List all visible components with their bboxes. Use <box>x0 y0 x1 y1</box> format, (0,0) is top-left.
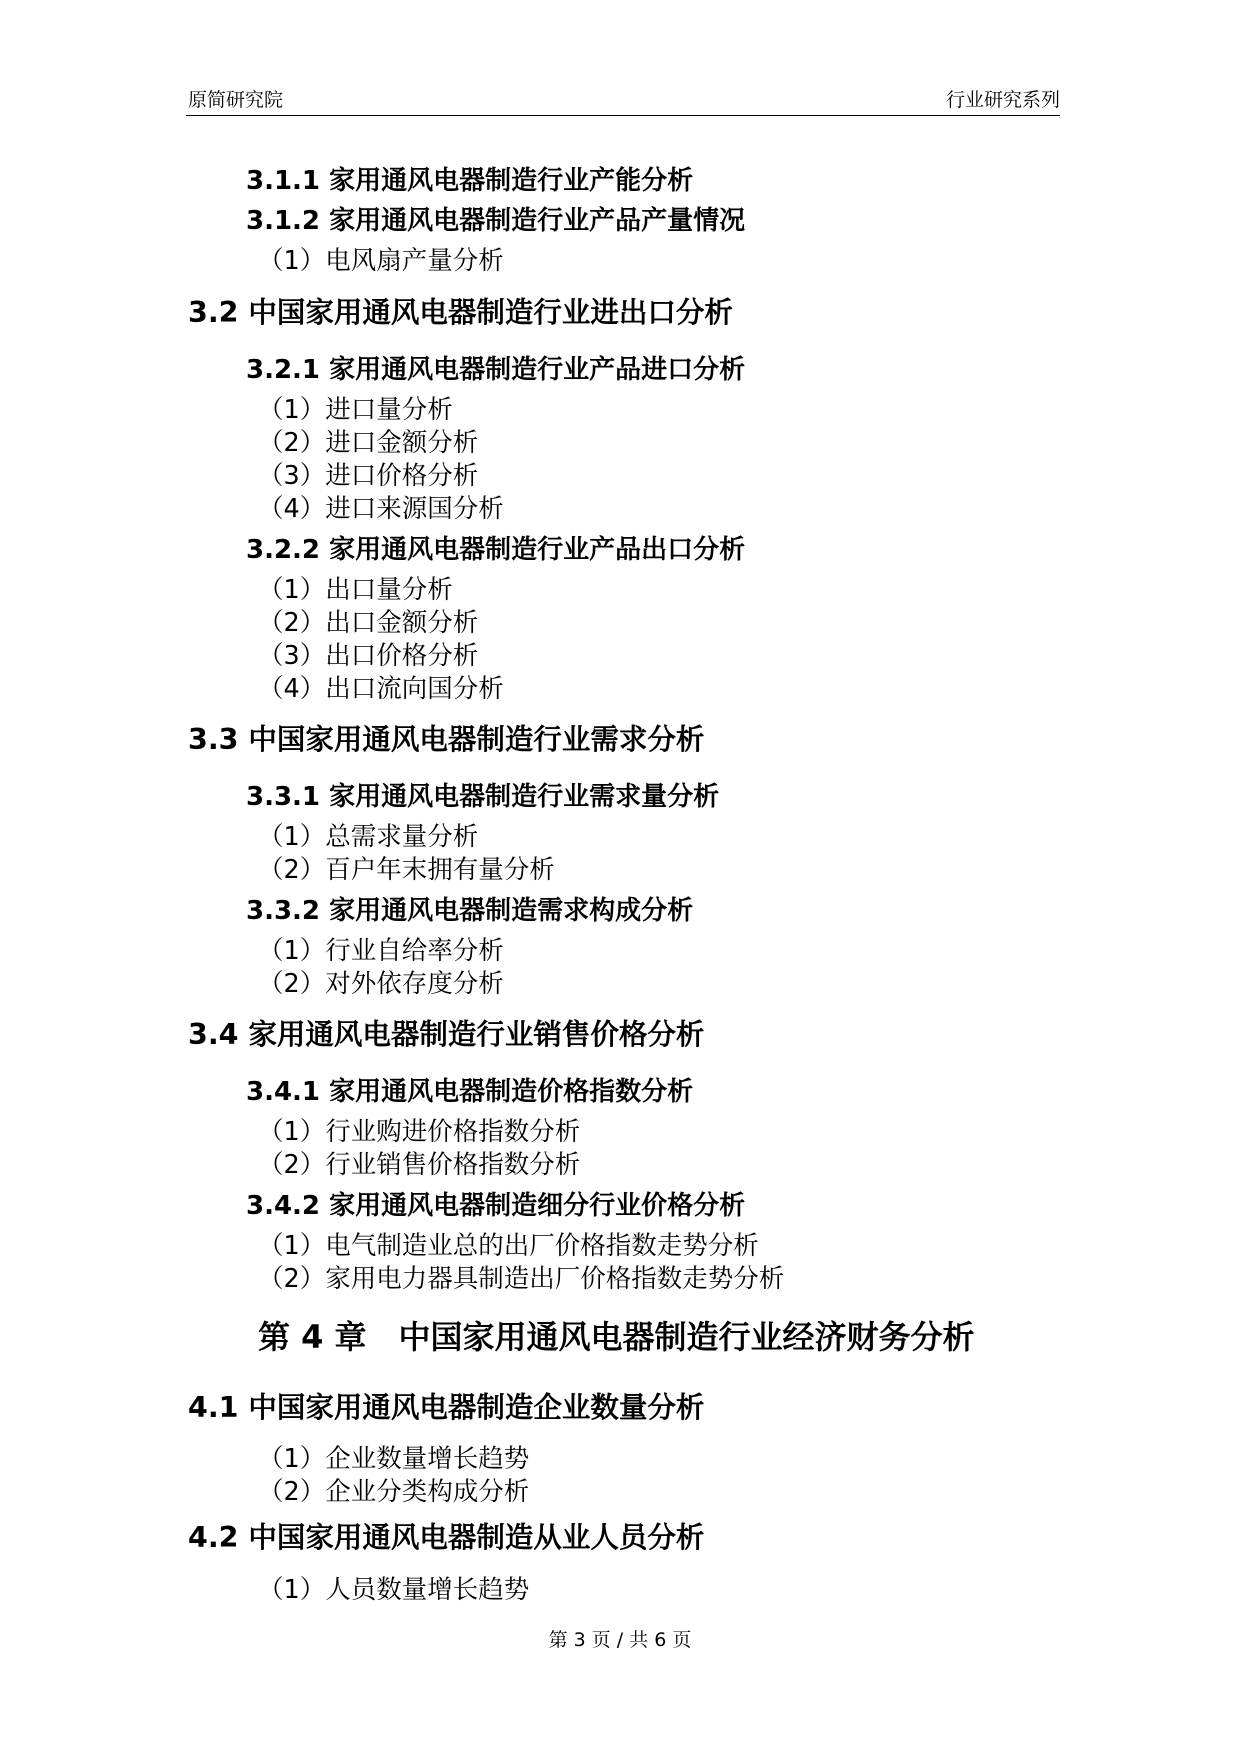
toc-heading-3-1-2: 3.1.2 家用通风电器制造行业产品产量情况 <box>246 206 746 236</box>
toc-chapter-4: 第 4 章 中国家用通风电器制造行业经济财务分析 <box>258 1318 975 1356</box>
toc-heading-4-2: 4.2 中国家用通风电器制造从业人员分析 <box>188 1521 705 1554</box>
toc-heading-3-3-1: 3.3.1 家用通风电器制造行业需求量分析 <box>246 782 720 812</box>
header-series: 行业研究系列 <box>945 89 1060 111</box>
toc-item: （1）人员数量增长趋势 <box>258 1575 530 1605</box>
toc-heading-3-4-2: 3.4.2 家用通风电器制造细分行业价格分析 <box>246 1191 746 1221</box>
toc-item: （2）百户年末拥有量分析 <box>258 855 555 885</box>
toc-item: （2）企业分类构成分析 <box>258 1477 530 1507</box>
toc-item: （1）企业数量增长趋势 <box>258 1444 530 1474</box>
toc-item: （2）对外依存度分析 <box>258 969 504 999</box>
toc-item: （1）出口量分析 <box>258 575 453 605</box>
toc-item: （2）进口金额分析 <box>258 428 479 458</box>
toc-item: （1）行业购进价格指数分析 <box>258 1117 581 1147</box>
toc-heading-3-1-1: 3.1.1 家用通风电器制造行业产能分析 <box>246 166 694 196</box>
toc-item: （1）行业自给率分析 <box>258 936 504 966</box>
toc-item: （1）进口量分析 <box>258 395 453 425</box>
header-divider <box>186 115 1060 116</box>
toc-heading-3-4-1: 3.4.1 家用通风电器制造价格指数分析 <box>246 1077 694 1107</box>
header-organization: 原简研究院 <box>188 89 284 111</box>
toc-item: （1）电气制造业总的出厂价格指数走势分析 <box>258 1231 759 1261</box>
toc-item: （1）总需求量分析 <box>258 822 479 852</box>
toc-item: （2）家用电力器具制造出厂价格指数走势分析 <box>258 1264 785 1294</box>
toc-item: （4）进口来源国分析 <box>258 494 504 524</box>
toc-heading-3-3-2: 3.3.2 家用通风电器制造需求构成分析 <box>246 896 694 926</box>
toc-item: （1）电风扇产量分析 <box>258 246 504 276</box>
toc-item: （2）出口金额分析 <box>258 608 479 638</box>
toc-heading-3-4: 3.4 家用通风电器制造行业销售价格分析 <box>188 1018 705 1051</box>
toc-heading-3-2-1: 3.2.1 家用通风电器制造行业产品进口分析 <box>246 355 746 385</box>
toc-item: （3）出口价格分析 <box>258 641 479 671</box>
toc-heading-4-1: 4.1 中国家用通风电器制造企业数量分析 <box>188 1391 705 1424</box>
toc-item: （4）出口流向国分析 <box>258 674 504 704</box>
toc-heading-3-2-2: 3.2.2 家用通风电器制造行业产品出口分析 <box>246 535 746 565</box>
toc-item: （2）行业销售价格指数分析 <box>258 1150 581 1180</box>
page-number: 第 3 页 / 共 6 页 <box>548 1629 692 1651</box>
toc-heading-3-2: 3.2 中国家用通风电器制造行业进出口分析 <box>188 296 733 329</box>
toc-item: （3）进口价格分析 <box>258 461 479 491</box>
toc-heading-3-3: 3.3 中国家用通风电器制造行业需求分析 <box>188 723 705 756</box>
